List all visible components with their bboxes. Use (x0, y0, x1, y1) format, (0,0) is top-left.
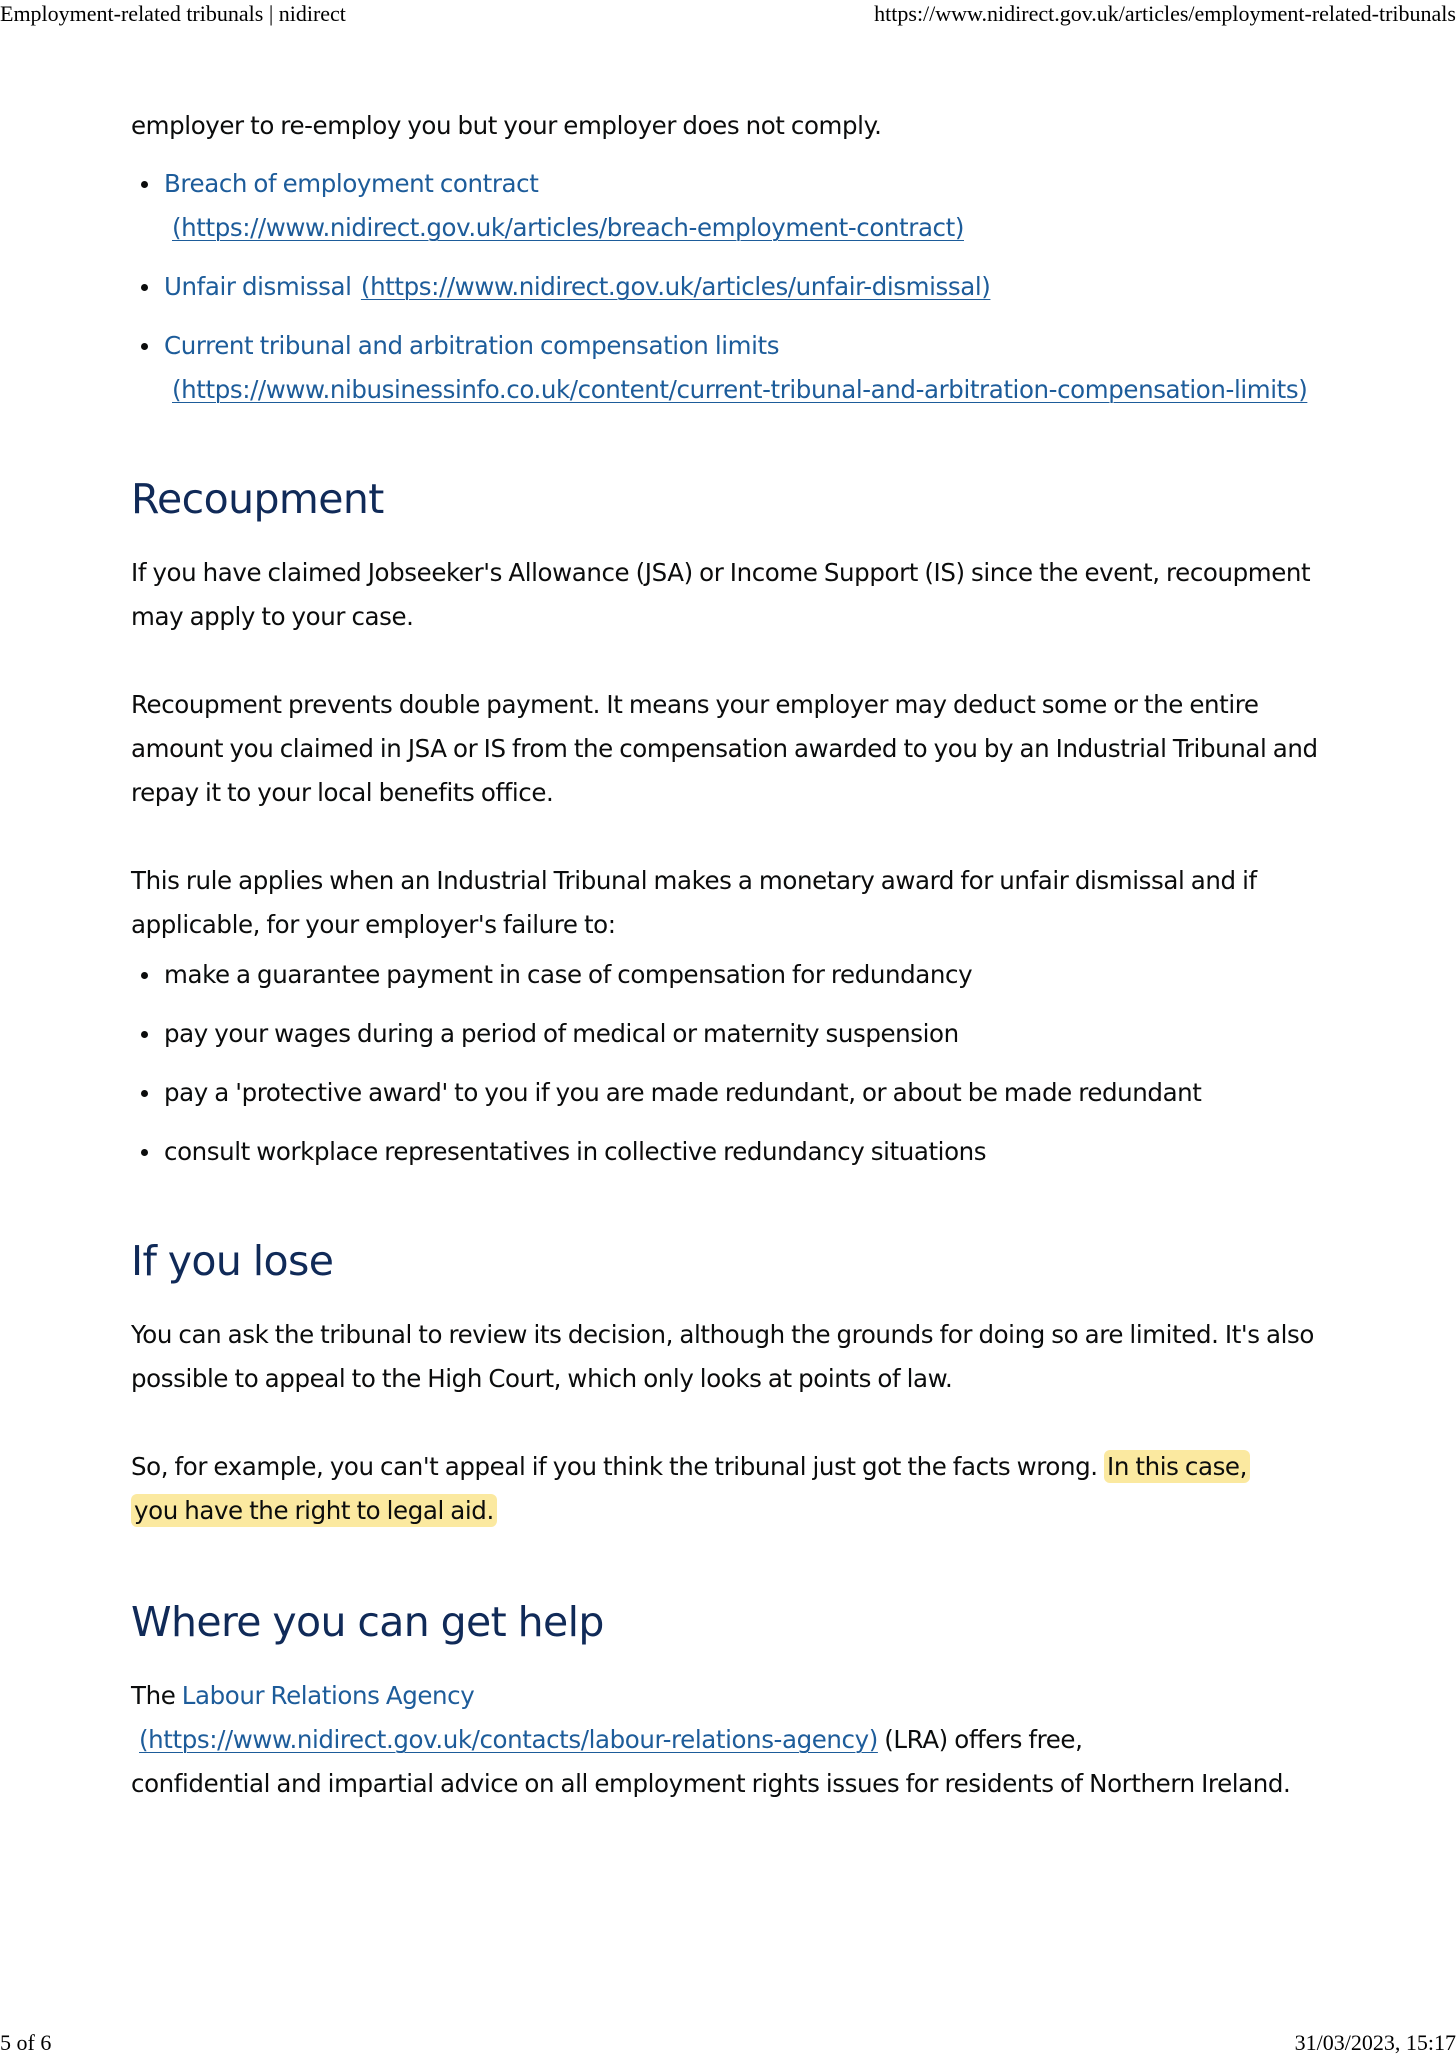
list-item: make a guarantee payment in case of compensation for redundancy (131, 953, 1331, 997)
if-you-lose-paragraph-1: You can ask the tribunal to review its decision, although the grounds for doing so are limited. It's also possible to appeal to the High Court, which only looks at points of law. (131, 1320, 1314, 1393)
recoupment-paragraph-1: If you have claimed Jobseeker's Allowance (JSA) or Income Support (IS) since the event, recoupment may apply to your case. (131, 558, 1311, 631)
recoupment-list (131, 953, 1331, 1174)
where-help-heading: Where you can get help (131, 1598, 604, 1646)
recoupment-paragraph-2: Recoupment prevents double payment. It means your employer may deduct some or the entire amount you claimed in JSA or IS from the compensation awarded to you by an Industrial Tribunal and repay it to your local benefits office. (131, 690, 1318, 807)
related-link-item (131, 324, 1331, 412)
highlighted-text-line-1: In this case, (1104, 1450, 1250, 1483)
lra-link[interactable]: Labour Relations Agency (181, 1681, 475, 1710)
where-help-prefix: The (131, 1681, 182, 1710)
print-header-url: https://www.nidirect.gov.uk/articles/employment-related-tribunals (874, 1, 1456, 26)
print-header (0, 1, 1456, 27)
if-you-lose-paragraph-2 (131, 1445, 1331, 1533)
list-item: consult workplace representatives in collective redundancy situations (131, 1130, 1331, 1174)
appeal-text: So, for example, you can't appeal if you think the tribunal just got the facts wrong. (131, 1452, 1105, 1481)
list-item: pay a 'protective award' to you if you are made redundant, or about be made redundant (131, 1071, 1331, 1115)
intro-paragraph: employer to re-employ you but your employer does not comply. (131, 111, 882, 140)
related-link-item (131, 265, 1331, 309)
page-number: 5 of 6 (0, 2030, 52, 2055)
breach-contract-link[interactable]: Breach of employment contract (164, 169, 539, 198)
recoupment-heading: Recoupment (131, 475, 384, 523)
article-content (131, 104, 1331, 1806)
list-item: pay your wages during a period of medical or maternity suspension (131, 1012, 1331, 1056)
if-you-lose-heading: If you lose (131, 1237, 334, 1285)
where-help-paragraph (131, 1674, 1331, 1806)
related-link-item (131, 162, 1331, 250)
where-help-suffix: (LRA) offers free, (877, 1725, 1083, 1754)
unfair-dismissal-url[interactable]: (https://www.nidirect.gov.uk/articles/unfair-dismissal) (360, 272, 991, 301)
lra-url[interactable]: (https://www.nidirect.gov.uk/contacts/labour-relations-agency) (139, 1725, 878, 1754)
compensation-limits-link[interactable]: Current tribunal and arbitration compensation limits (164, 331, 780, 360)
print-header-title: Employment-related tribunals | nidirect (0, 1, 346, 26)
related-links-list (131, 162, 1331, 412)
print-footer (0, 2030, 1456, 2056)
highlighted-text-line-2: you have the right to legal aid. (131, 1494, 497, 1527)
compensation-limits-url[interactable]: (https://www.nibusinessinfo.co.uk/content/current-tribunal-and-arbitration-compensation-limits) (172, 375, 1308, 404)
recoupment-paragraph-3: This rule applies when an Industrial Tribunal makes a monetary award for unfair dismissal and if applicable, for your employer's failure to: (131, 866, 1257, 939)
print-datetime: 31/03/2023, 15:17 (1294, 2030, 1456, 2055)
where-help-rest: confidential and impartial advice on all employment rights issues for residents of Northern Ireland. (131, 1769, 1291, 1798)
unfair-dismissal-link[interactable]: Unfair dismissal (164, 272, 352, 301)
breach-contract-url[interactable]: (https://www.nidirect.gov.uk/articles/breach-employment-contract) (172, 213, 964, 242)
